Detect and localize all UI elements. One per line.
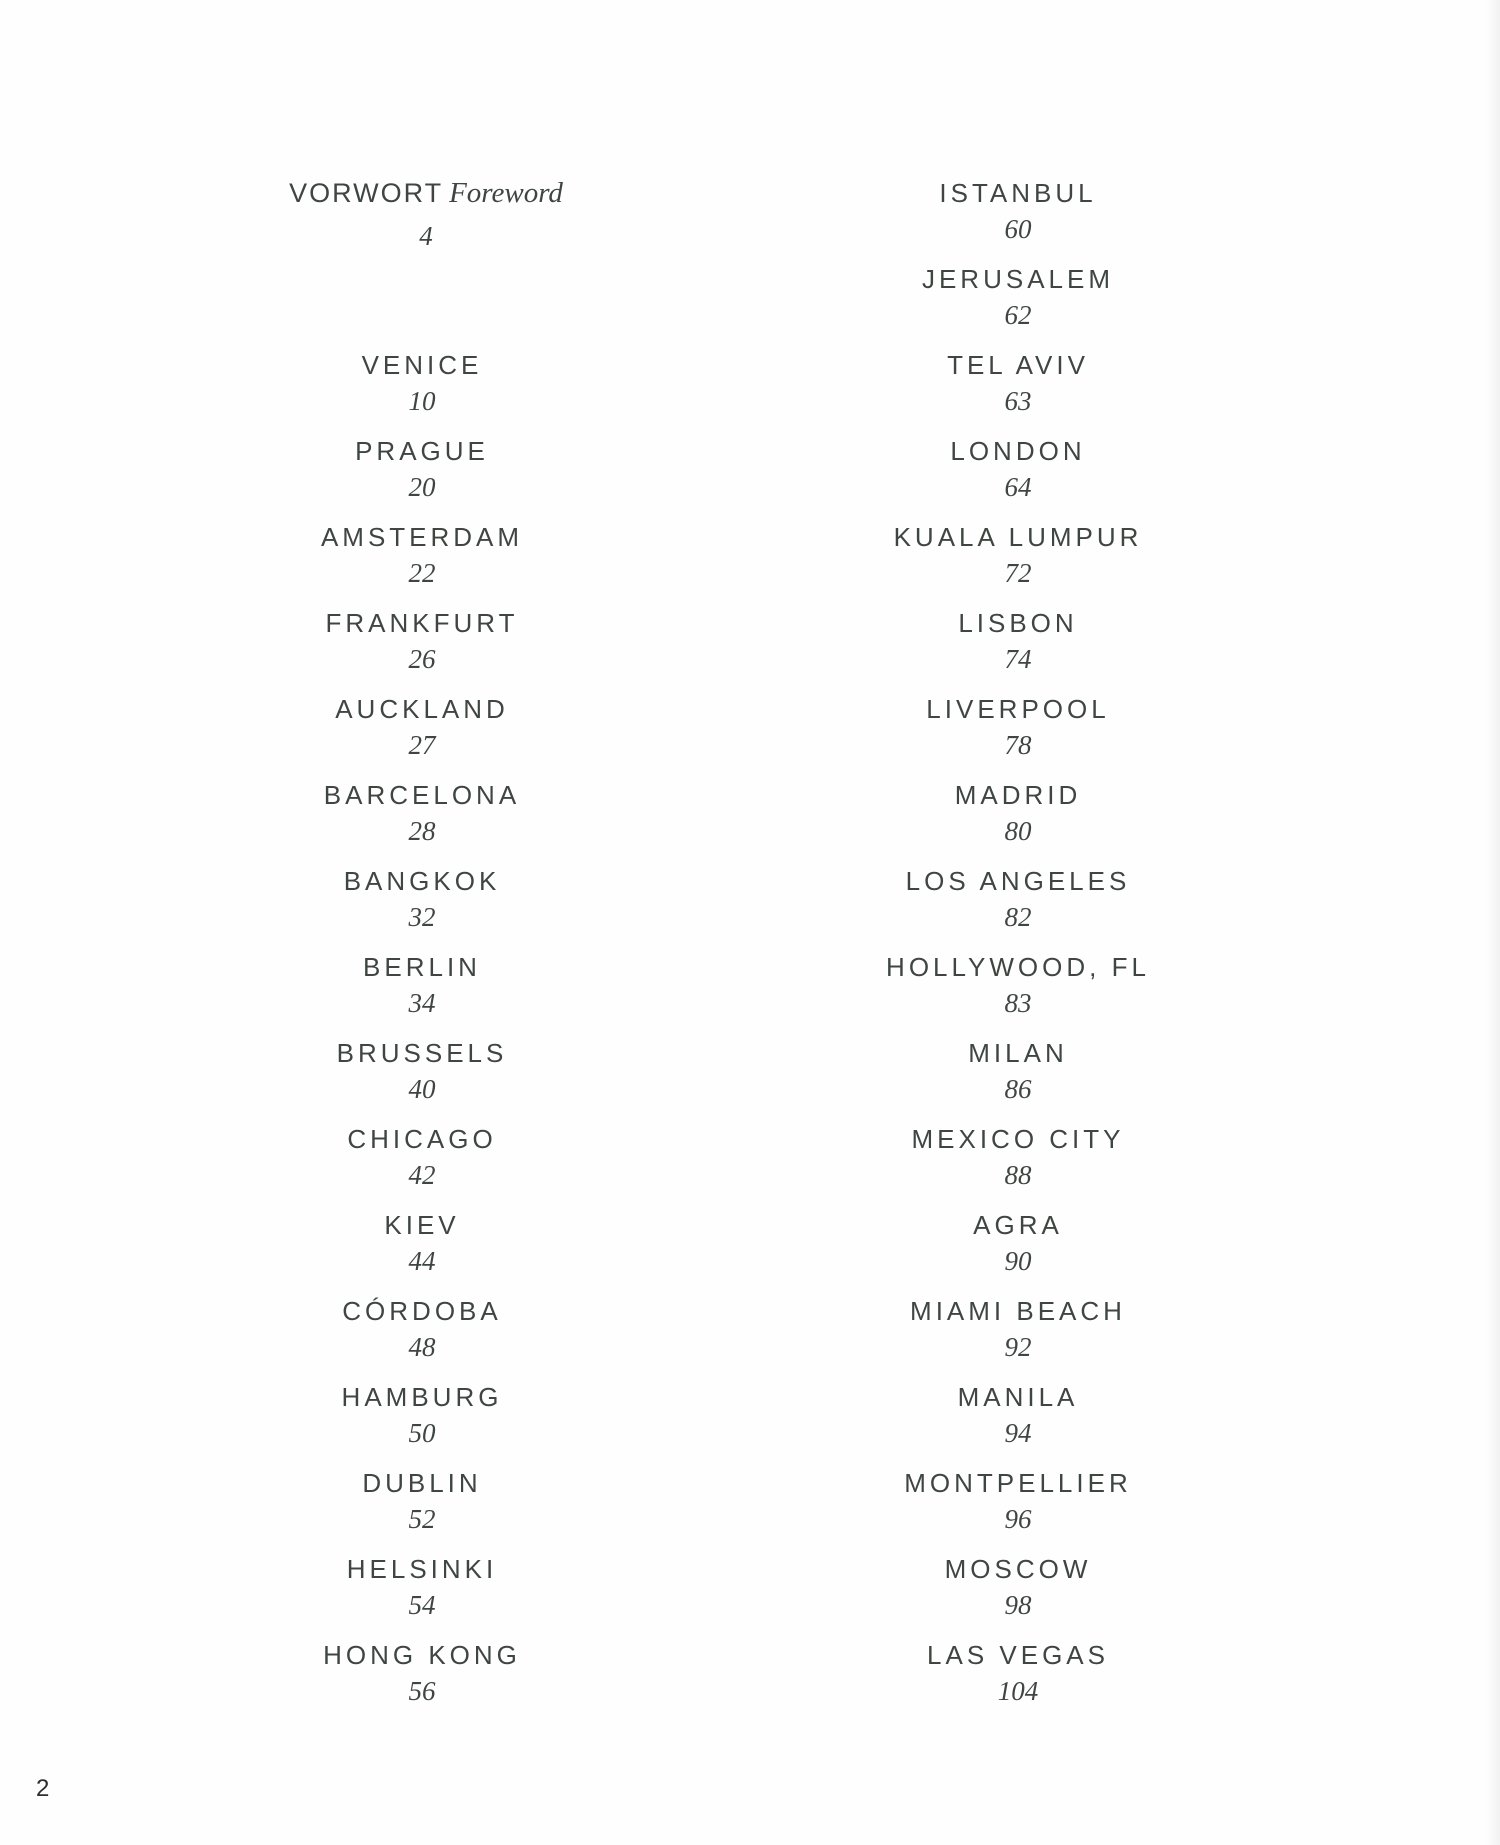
toc-city-name: AMSTERDAM xyxy=(320,522,524,552)
toc-page-number: 83 xyxy=(1004,988,1032,1018)
toc-page-number: 78 xyxy=(1004,730,1032,760)
toc-page-number: 26 xyxy=(408,644,436,674)
toc-page-number: 56 xyxy=(408,1676,436,1706)
toc-entry[interactable] xyxy=(192,1032,652,1118)
toc-entry[interactable] xyxy=(788,1118,1248,1204)
toc-left-column xyxy=(192,344,652,1720)
toc-page-number: 27 xyxy=(408,730,436,760)
toc-page-number: 86 xyxy=(1004,1074,1032,1104)
toc-city-name: BERLIN xyxy=(363,952,481,982)
toc-entry[interactable] xyxy=(788,774,1248,860)
toc-city-name: HOLLYWOOD, FL xyxy=(886,952,1150,982)
toc-entry[interactable] xyxy=(192,1634,652,1720)
toc-entry[interactable] xyxy=(788,688,1248,774)
toc-entry[interactable] xyxy=(788,1376,1248,1462)
toc-city-name: BARCELONA xyxy=(323,780,521,810)
toc-city-name: MONTPELLIER xyxy=(904,1468,1132,1498)
toc-city-name: PRAGUE xyxy=(355,436,489,466)
foreword-title-english: Foreword xyxy=(449,177,563,209)
toc-page-number: 62 xyxy=(1004,300,1032,330)
toc-page-number: 10 xyxy=(408,386,436,416)
toc-city-name: HAMBURG xyxy=(341,1382,503,1412)
toc-page-number: 32 xyxy=(408,902,436,932)
toc-city-name: AGRA xyxy=(973,1210,1063,1240)
toc-city-name: JERUSALEM xyxy=(921,264,1115,294)
page-folio-number: 2 xyxy=(36,1775,50,1802)
toc-page-number: 92 xyxy=(1004,1332,1032,1362)
toc-entry[interactable] xyxy=(192,860,652,946)
toc-city-name: MOSCOW xyxy=(944,1554,1092,1584)
toc-entry[interactable] xyxy=(788,344,1248,430)
toc-city-name: MIAMI BEACH xyxy=(910,1296,1126,1326)
toc-page-number: 80 xyxy=(1004,816,1032,846)
toc-city-name: CÓRDOBA xyxy=(342,1296,502,1326)
toc-page-number: 28 xyxy=(408,816,436,846)
toc-page-number: 50 xyxy=(408,1418,436,1448)
toc-city-name: LONDON xyxy=(950,436,1086,466)
toc-entry[interactable] xyxy=(788,1032,1248,1118)
toc-page-number: 72 xyxy=(1004,558,1032,588)
foreword-page-number: 4 xyxy=(419,221,433,251)
toc-page-number: 88 xyxy=(1004,1160,1032,1190)
toc-entry[interactable] xyxy=(192,1290,652,1376)
toc-entry[interactable] xyxy=(192,602,652,688)
toc-city-name: BANGKOK xyxy=(343,866,501,896)
toc-entry[interactable] xyxy=(788,430,1248,516)
toc-entry[interactable] xyxy=(788,602,1248,688)
toc-entry[interactable] xyxy=(788,1634,1248,1720)
toc-entry[interactable] xyxy=(192,1118,652,1204)
toc-city-name: MILAN xyxy=(968,1038,1068,1068)
toc-page-number: 20 xyxy=(408,472,436,502)
toc-page-number: 96 xyxy=(1004,1504,1032,1534)
toc-entry[interactable] xyxy=(788,1462,1248,1548)
toc-city-name: VENICE xyxy=(361,350,483,380)
toc-entry[interactable] xyxy=(192,516,652,602)
toc-city-name: LISBON xyxy=(958,608,1078,638)
toc-entry[interactable] xyxy=(788,1290,1248,1376)
toc-page-number: 42 xyxy=(408,1160,436,1190)
toc-entry[interactable] xyxy=(192,1548,652,1634)
toc-city-name: DUBLIN xyxy=(362,1468,482,1498)
toc-city-name: LIVERPOOL xyxy=(926,694,1110,724)
toc-city-name: BRUSSELS xyxy=(336,1038,508,1068)
toc-entry[interactable] xyxy=(192,1462,652,1548)
toc-city-name: TEL AVIV xyxy=(947,350,1089,380)
toc-right-column xyxy=(788,172,1248,1720)
toc-page-number: 22 xyxy=(408,558,436,588)
toc-page-number: 64 xyxy=(1004,472,1032,502)
toc-entry[interactable] xyxy=(192,946,652,1032)
toc-city-name: LAS VEGAS xyxy=(927,1640,1109,1670)
toc-entry[interactable] xyxy=(788,946,1248,1032)
toc-page-number: 82 xyxy=(1004,902,1032,932)
toc-page-number: 52 xyxy=(408,1504,436,1534)
toc-city-name: CHICAGO xyxy=(347,1124,497,1154)
toc-city-name: MANILA xyxy=(957,1382,1079,1412)
toc-entry[interactable] xyxy=(192,344,652,430)
toc-entry[interactable] xyxy=(788,860,1248,946)
toc-city-name: HELSINKI xyxy=(346,1554,498,1584)
toc-entry[interactable] xyxy=(788,1204,1248,1290)
toc-city-name: KUALA LUMPUR xyxy=(893,522,1143,552)
toc-entry[interactable] xyxy=(192,1376,652,1462)
toc-entry[interactable] xyxy=(192,774,652,860)
toc-city-name: AUCKLAND xyxy=(335,694,509,724)
toc-city-name: MEXICO CITY xyxy=(911,1124,1125,1154)
toc-entry-foreword[interactable] xyxy=(226,172,626,253)
toc-page-number: 40 xyxy=(408,1074,436,1104)
toc-page-number: 98 xyxy=(1004,1590,1032,1620)
toc-city-name: FRANKFURT xyxy=(325,608,519,638)
toc-entry[interactable] xyxy=(788,258,1248,344)
toc-city-name: HONG KONG xyxy=(323,1640,521,1670)
toc-city-name: KIEV xyxy=(384,1210,460,1240)
toc-page-number: 54 xyxy=(408,1590,436,1620)
page-edge-shadow xyxy=(1486,0,1500,1845)
toc-entry[interactable] xyxy=(192,1204,652,1290)
toc-city-name: MADRID xyxy=(954,780,1082,810)
toc-entry[interactable] xyxy=(788,1548,1248,1634)
toc-entry[interactable] xyxy=(788,516,1248,602)
toc-city-name: ISTANBUL xyxy=(939,178,1097,208)
toc-page-number: 44 xyxy=(408,1246,436,1276)
toc-entry[interactable] xyxy=(788,172,1248,258)
toc-city-name: LOS ANGELES xyxy=(905,866,1131,896)
toc-page-number: 90 xyxy=(1004,1246,1032,1276)
foreword-title-german: VORWORT xyxy=(289,178,444,208)
toc-page-number: 94 xyxy=(1004,1418,1032,1448)
toc-page-number: 34 xyxy=(408,988,436,1018)
toc-page-number: 63 xyxy=(1004,386,1032,416)
toc-page-number: 60 xyxy=(1004,214,1032,244)
toc-entry[interactable] xyxy=(192,430,652,516)
toc-entry[interactable] xyxy=(192,688,652,774)
toc-page-number: 104 xyxy=(997,1676,1039,1706)
foreword-title xyxy=(226,172,626,219)
toc-page-number: 48 xyxy=(408,1332,436,1362)
toc-page-number: 74 xyxy=(1004,644,1032,674)
